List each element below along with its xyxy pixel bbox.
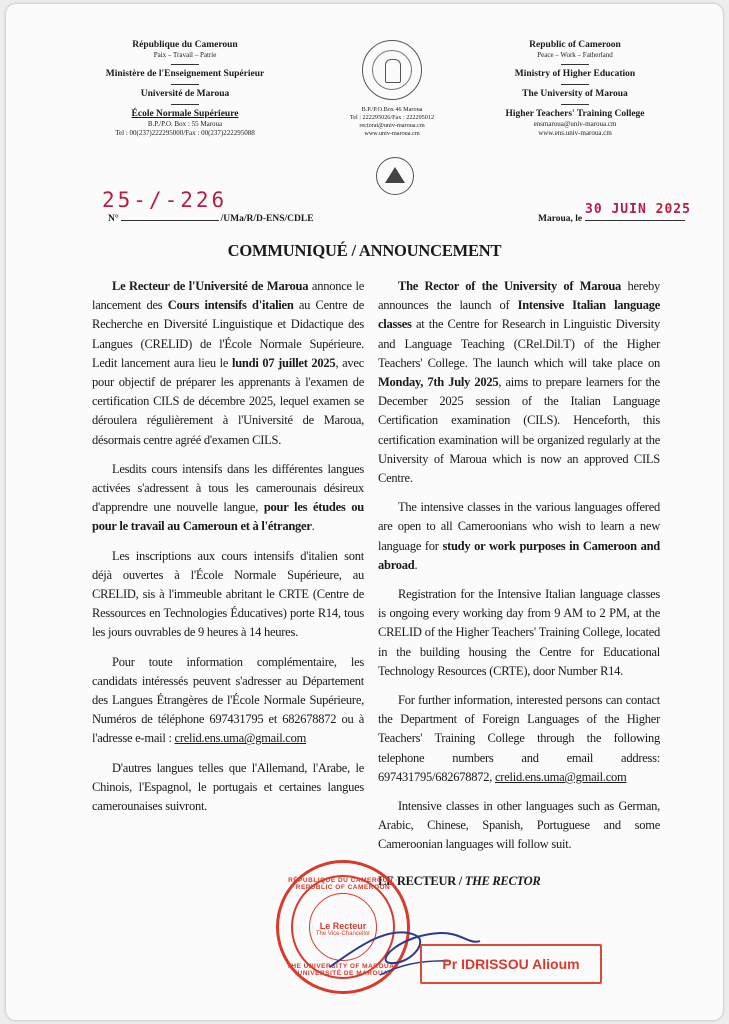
reference-line (108, 214, 314, 224)
header-right (500, 40, 650, 138)
university-seal-icon (362, 40, 422, 100)
divider (561, 84, 589, 85)
reference-prefix: N° (108, 214, 119, 224)
phone-fr: Tel : 00(237)222295000/Fax : 00(237)222295088 (115, 129, 255, 137)
page-title: COMMUNIQUÉ / ANNOUNCEMENT (227, 241, 502, 260)
en-paragraph-4: For further information, interested persons can contact the Department of Foreign Languages of the Higher Teachers' Training College through the following telephone numbers and email address: 697431795/682678872, crelid.ens.uma@gmail.com (378, 693, 660, 784)
date-stamp: 30 JUIN 2025 (585, 202, 691, 217)
ministry-fr: Ministère de l'Enseignement Supérieur (105, 69, 265, 79)
ministry-en: Ministry of Higher Education (514, 69, 636, 79)
header-left (100, 40, 270, 138)
fr-paragraph-3: Les inscriptions aux cours intensifs d'italien sont déjà ouvertes à l'École Normale Supérieure, au CRELID, sis à l'immeuble abritant le CRTE (Centre de Ressources en Technologies Éducatives) porte R14, tous les jours ouvrables de 9 heures à 14 heures. (92, 548, 364, 640)
en-paragraph-3: Registration for the Intensive Italian language classes is ongoing every working day from 9 AM to 2 PM, at the CRELID of the Higher Teachers' Training College, located in the building housing the Centre for Educational Technology Resources (CRTE), door Number R14. (378, 587, 660, 678)
website-en: www.ens.univ-maroua.cm (538, 129, 612, 137)
handwritten-reference-number: 25-/-226 (102, 188, 228, 212)
divider (171, 84, 199, 85)
center-website: www.univ-maroua.cm (364, 130, 420, 137)
en-email-link[interactable]: crelid.ens.uma@gmail.com (494, 769, 627, 784)
rector-name-stamp: Pr IDRISSOU Alioum (420, 944, 602, 984)
motto-en: Peace – Work – Fatherland (537, 51, 613, 59)
rector-title: LE RECTEUR / THE RECTOR (378, 874, 541, 888)
fr-email-link[interactable]: crelid.ens.uma@gmail.com (174, 731, 307, 746)
po-box-fr: B.P./P.O. Box : 55 Maroua (147, 120, 223, 128)
motto-fr: Paix – Travail – Patrie (153, 51, 217, 59)
fr-paragraph-4: Pour toute information complémentaire, les candidats intéressés peuvent s'adresser au Département des Langues Étrangères de l'École Normale Supérieure, Numéros de téléphone 697431795 et 682678872 ou à l'adresse e-mail : crelid.ens.uma@gmail.com (92, 654, 364, 746)
divider (171, 104, 199, 105)
fr-paragraph-1: Le Recteur de l'Université de Maroua annonce le lancement des Cours intensifs d'italien au Centre de Recherche en Diversité Linguistique et Didactique des Langues (CRELID) de l'École Normale Supérieure. Ledit lancement aura lieu le lundi 07 juillet 2025, avec pour objectif de préparer les apprenants à l'examen de certification CILS de décembre 2025, lequel examen se déroulera régulièrement à l'Université de Maroua, désormais centre agréé d'examen CILS. (92, 279, 365, 447)
date-line (538, 214, 685, 224)
seal-top-text: RÉPUBLIQUE DU CAMEROUN · REPUBLIC OF CAMEROON (288, 877, 398, 891)
country-fr: République du Cameroun (132, 40, 238, 50)
center-po-box: B.P./P.O.Box 46 Maroua (361, 106, 423, 113)
seal-center-subtext: The Vice-Chancellor (315, 931, 371, 937)
header-center (342, 40, 442, 138)
en-paragraph-2: The intensive classes in the various languages offered are open to all Cameroonians who wish to learn a new language for study or work purposes in Cameroon and abroad. (378, 500, 660, 572)
reference-suffix: /UMa/R/D-ENS/CDLE (220, 214, 314, 224)
fr-paragraph-2: Lesdits cours intensifs dans les différentes langues activées s'adressent à tous les camerounais désireux d'apprendre une nouvelle langue, pour les études ou pour le travail au Cameroun et à l'étranger. (92, 461, 364, 534)
email-en: ensmaroua@univ-maroua.cm (533, 120, 617, 128)
school-en: Higher Teachers' Training College (505, 109, 645, 119)
divider (171, 64, 199, 65)
university-en: The University of Maroua (522, 89, 628, 99)
ens-logo-icon (376, 157, 414, 195)
en-paragraph-1: The Rector of the University of Maroua hereby announces the launch of Intensive Italian language classes at the Centre for Research in Linguistic Diversity and Language Teaching (CRel.Dil.T) of the Higher Teachers' College. The launch which will take place on Monday, 7th July 2025, aims to prepare learners for the December 2025 session of the Italian Language Certification examination (CILS). Henceforth, this certification examination will be organized regularly at the University of Maroua which is now an approved CILS Centre. (378, 279, 660, 486)
seal-center-text: Le Recteur (319, 921, 367, 931)
school-fr: École Normale Supérieure (131, 109, 239, 119)
seal-bottom-text: THE UNIVERSITY OF MAROUA · UNIVERSITÉ DE MAROUA (286, 963, 400, 977)
french-column (92, 277, 364, 826)
date-prefix: Maroua, le (538, 214, 583, 224)
divider (561, 104, 589, 105)
fr-paragraph-5: D'autres langues telles que l'Allemand, l'Arabe, le Chinois, l'Espagnol, le portugais et certaines langues camerounaises suivront. (92, 760, 364, 814)
divider (561, 64, 589, 65)
center-phone: Tel : 222295026/Fax : 222295012 (349, 114, 435, 121)
en-paragraph-5: Intensive classes in other languages such as German, Arabic, Chinese, Spanish, Portuguese and some Cameroonian languages will follow suit. (378, 799, 660, 852)
country-en: Republic of Cameroon (529, 40, 621, 50)
english-column (378, 277, 660, 865)
university-fr: Université de Maroua (140, 89, 230, 99)
center-email: rectorat@univ-maroua.cm (359, 122, 425, 129)
